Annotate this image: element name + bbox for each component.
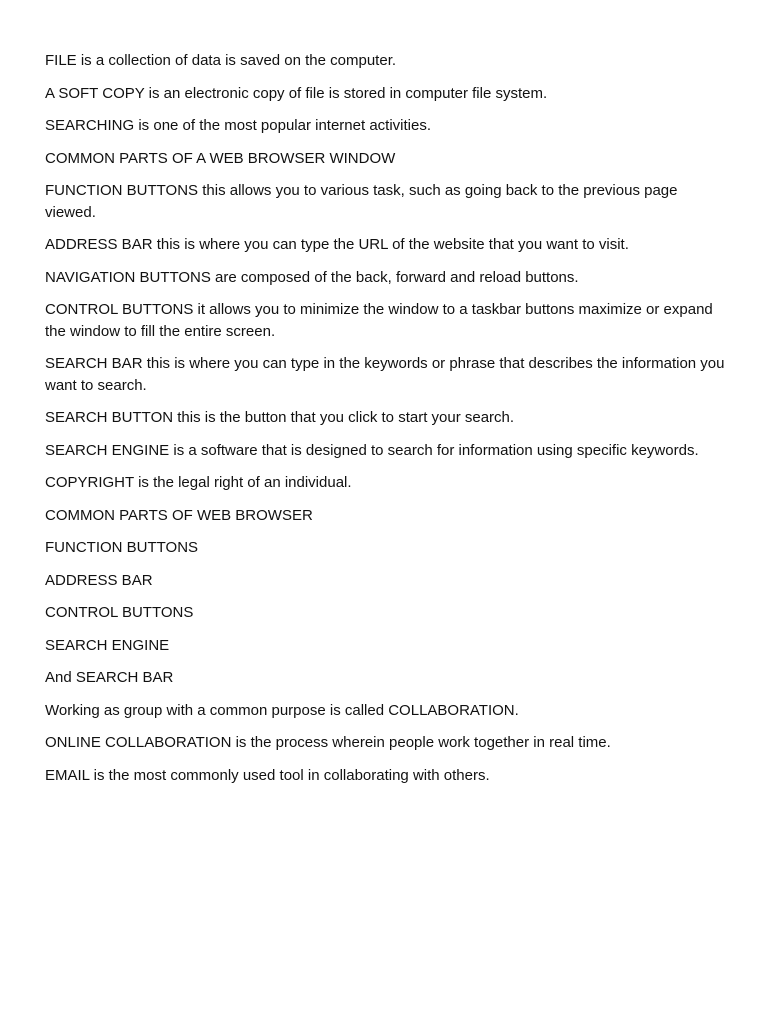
paragraph-search-bar: SEARCH BAR this is where you can type in the keywords or phrase that describes the information you want to search. [45,355,725,394]
heading-common-parts-browser: COMMON PARTS OF WEB BROWSER [45,506,313,524]
heading-common-parts-window: COMMON PARTS OF A WEB BROWSER WINDOW [45,149,396,167]
list-item-search-engine: SEARCH ENGINE [45,636,170,654]
paragraph-address-bar: ADDRESS BAR this is where you can type the URL of the website that you want to visit. [45,236,629,253]
paragraph-searching-definition: SEARCHING is one of the most popular internet activities. [45,117,432,134]
list-item-function-buttons: FUNCTION BUTTONS [45,539,199,556]
paragraph-search-engine: SEARCH ENGINE is a software that is designed to search for information using specific keywords. [45,441,699,459]
paragraph-control-buttons: CONTROL BUTTONS it allows you to minimize the window to a taskbar buttons maximize or expand the window to fill the entire screen. [45,301,713,340]
list-item-control-buttons: CONTROL BUTTONS [45,604,194,621]
paragraph-email: EMAIL is the most commonly used tool in collaborating with others. [45,766,490,784]
paragraph-file-definition: FILE is a collection of data is saved on the computer. [45,52,397,69]
list-item-address-bar: ADDRESS BAR [45,571,153,589]
paragraph-search-button: SEARCH BUTTON this is the button that you click to start your search. [45,409,515,426]
list-item-search-bar: And SEARCH BAR [45,669,174,686]
paragraph-navigation-buttons: NAVIGATION BUTTONS are composed of the back, forward and reload buttons. [45,268,579,286]
paragraph-soft-copy-definition: A SOFT COPY is an electronic copy of file is stored in computer file system. [45,84,548,102]
paragraph-copyright: COPYRIGHT is the legal right of an individual. [45,474,352,491]
paragraph-collaboration: Working as group with a common purpose is called COLLABORATION. [45,701,519,719]
paragraph-function-buttons: FUNCTION BUTTONS this allows you to various task, such as going back to the previous page viewed. [45,182,678,221]
paragraph-online-collaboration: ONLINE COLLABORATION is the process wherein people work together in real time. [45,734,611,751]
